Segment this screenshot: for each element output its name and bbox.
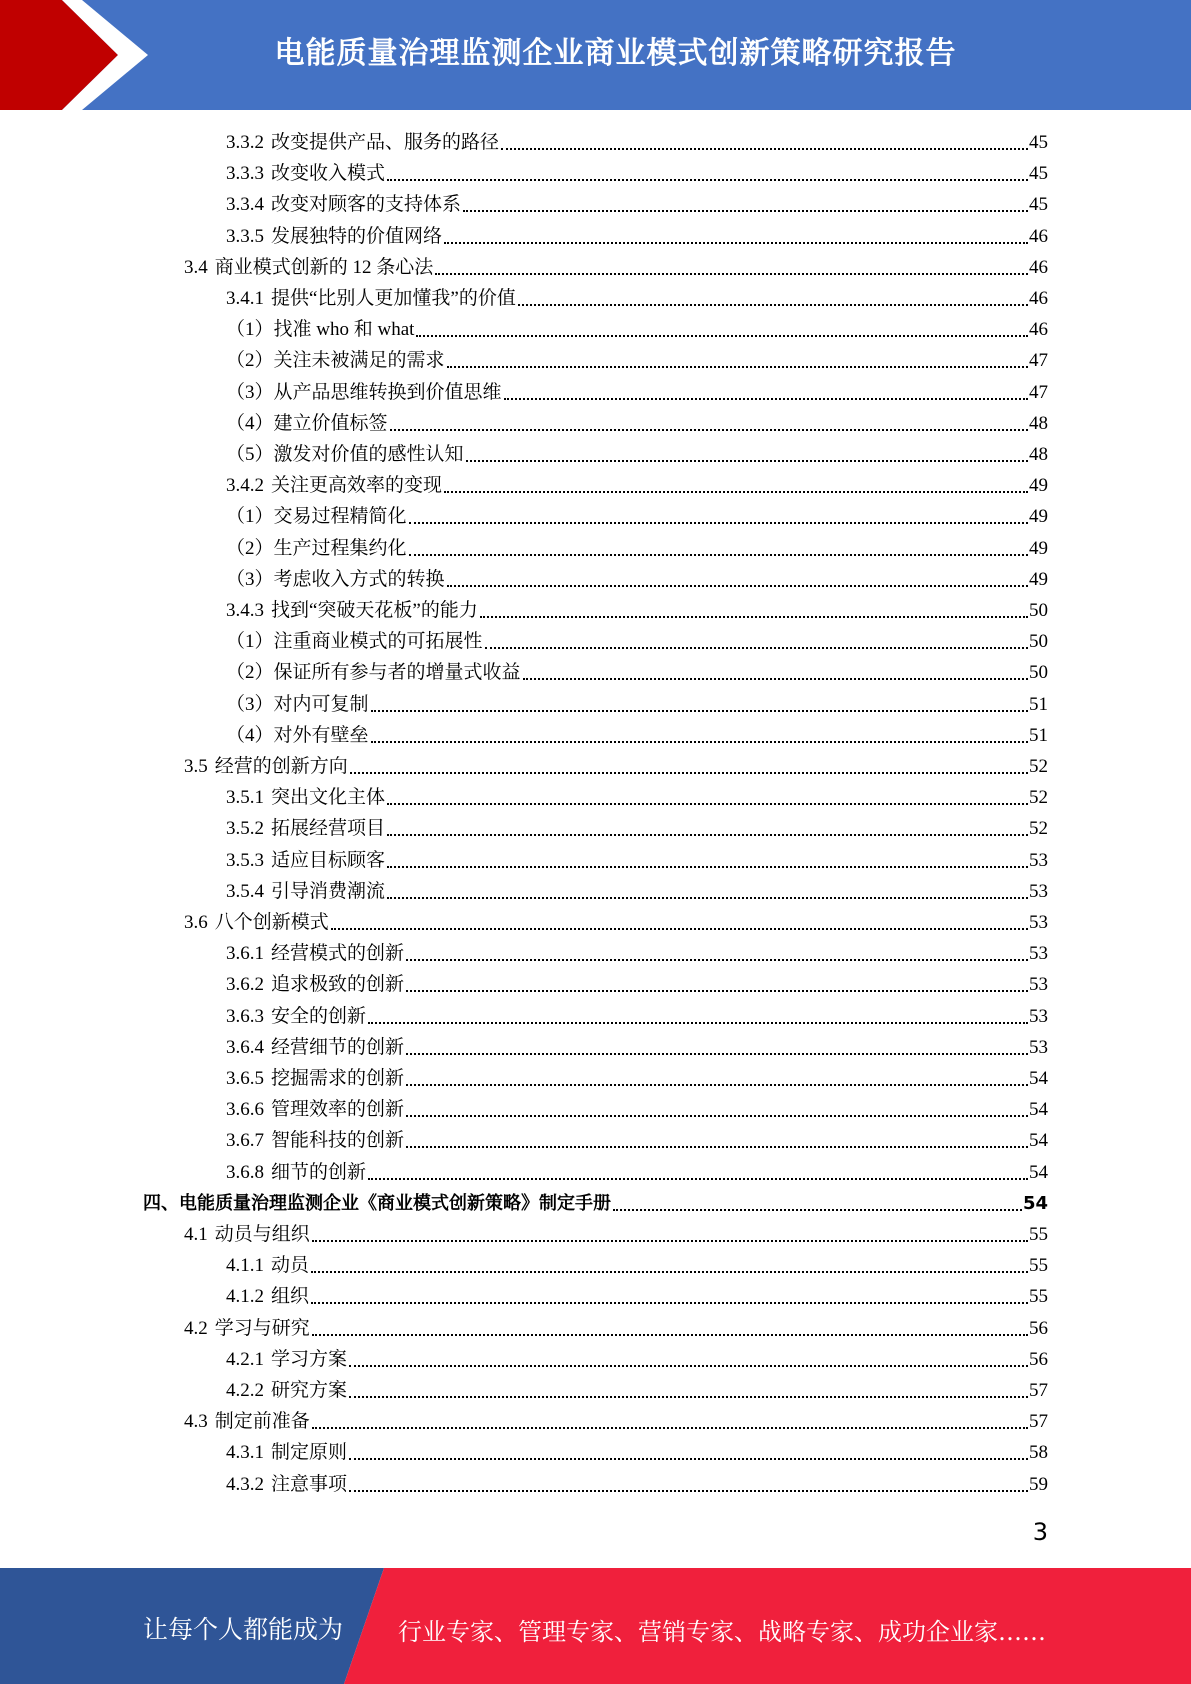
toc-dot-leader — [387, 834, 1028, 836]
toc-dot-leader — [480, 616, 1028, 618]
toc-entry-number: 3.6.5 — [226, 1068, 264, 1089]
toc-entry-page: 54 — [1029, 1068, 1048, 1089]
toc-dot-leader — [447, 585, 1028, 587]
toc-entry-number: 4.3.1 — [226, 1442, 264, 1464]
toc-entry-page: 54 — [1029, 1099, 1048, 1121]
toc-entry-page: 47 — [1029, 350, 1048, 372]
toc-entry-title: 拓展经营项目 — [271, 818, 386, 840]
toc-entry-number: 3.6 — [184, 912, 208, 933]
toc-entry[interactable] — [226, 345, 1048, 376]
toc-entry-title: 研究方案 — [271, 1380, 348, 1401]
page-header — [0, 0, 1191, 110]
toc-dot-leader — [444, 491, 1028, 493]
toc-entry[interactable] — [226, 595, 1048, 626]
toc-entry-page: 49 — [1029, 475, 1048, 497]
toc-entry[interactable] — [226, 501, 1048, 532]
toc-entry-number: 3.5.3 — [226, 849, 264, 871]
toc-entry-page: 53 — [1029, 943, 1048, 965]
toc-entry-page: 49 — [1029, 568, 1048, 590]
toc-entry[interactable] — [226, 969, 1048, 1000]
toc-entry[interactable] — [184, 1219, 1048, 1250]
toc-entry-number: 4.3 — [184, 1411, 208, 1433]
toc-dot-leader — [406, 1115, 1028, 1117]
toc-entry-page: 52 — [1029, 818, 1048, 840]
toc-entry-number: 3.3.3 — [226, 163, 264, 185]
toc-dot-leader — [368, 1178, 1028, 1180]
toc-entry[interactable] — [226, 408, 1048, 439]
toc-entry-page: 54 — [1029, 1130, 1048, 1152]
toc-dot-leader — [387, 866, 1028, 868]
toc-dot-leader — [387, 179, 1028, 181]
toc-dot-leader — [518, 304, 1028, 306]
toc-entry[interactable] — [226, 1281, 1048, 1312]
toc-entry[interactable] — [226, 158, 1048, 189]
toc-entry[interactable] — [226, 1094, 1048, 1125]
toc-dot-leader — [331, 928, 1028, 930]
toc-dot-leader — [435, 273, 1028, 275]
toc-entry-title: 商业模式创新的 12 条心法 — [214, 256, 434, 278]
toc-entry-number: 3.6.7 — [226, 1130, 264, 1152]
toc-entry-number: 3.5.2 — [226, 818, 264, 840]
toc-entry-page: 49 — [1029, 506, 1048, 528]
toc-dot-leader — [390, 429, 1028, 431]
toc-dot-leader — [523, 678, 1028, 680]
toc-entry-title: 经营的创新方向 — [214, 756, 348, 777]
toc-entry[interactable] — [226, 1344, 1048, 1375]
toc-entry-title: （4）建立价值标签 — [226, 412, 388, 434]
toc-dot-leader — [311, 1271, 1028, 1273]
toc-entry[interactable] — [226, 1437, 1048, 1468]
toc-dot-leader — [406, 990, 1028, 992]
toc-entry-number: 3.6.4 — [226, 1036, 264, 1058]
toc-entry-number: 3.6.6 — [226, 1099, 264, 1121]
toc-entry-title: 引导消费潮流 — [271, 880, 386, 902]
toc-entry-page: 47 — [1029, 381, 1048, 403]
toc-entry-page: 59 — [1029, 1473, 1048, 1495]
toc-entry-title: 改变提供产品、服务的路径 — [271, 132, 500, 153]
toc-dot-leader — [371, 741, 1028, 743]
toc-entry-number: 3.3.4 — [226, 194, 264, 216]
toc-entry-page: 55 — [1029, 1286, 1048, 1308]
toc-entry[interactable] — [184, 252, 1048, 283]
toc-entry[interactable] — [226, 626, 1048, 657]
toc-entry[interactable] — [226, 1375, 1048, 1406]
toc-dot-leader — [406, 1084, 1028, 1086]
toc-entry-title: （3）考虑收入方式的转换 — [226, 568, 445, 590]
toc-entry-page: 58 — [1029, 1442, 1048, 1464]
toc-entry-number: 4.2.1 — [226, 1348, 264, 1370]
footer-slogan-left: 让每个人都能成为 — [143, 1615, 344, 1644]
toc-entry[interactable] — [226, 377, 1048, 408]
toc-dot-leader — [447, 366, 1028, 368]
toc-entry[interactable] — [226, 1063, 1048, 1094]
toc-entry-title: 四、电能质量治理监测企业《商业模式创新策略》制定手册 — [143, 1192, 611, 1214]
toc-entry-title: 制定原则 — [271, 1442, 348, 1464]
toc-entry[interactable] — [226, 782, 1048, 813]
toc-entry-page: 45 — [1029, 163, 1048, 185]
toc-entry-number: 3.5.1 — [226, 787, 264, 809]
toc-entry-page: 46 — [1029, 225, 1048, 247]
toc-dot-leader — [350, 772, 1028, 774]
toc-entry-number: 3.6.1 — [226, 943, 264, 965]
toc-dot-leader — [504, 398, 1028, 400]
toc-entry[interactable] — [184, 1406, 1048, 1437]
toc-entry[interactable] — [226, 938, 1048, 969]
toc-dot-leader — [416, 335, 1028, 337]
toc-entry-page: 46 — [1029, 288, 1048, 309]
toc-entry-number: 3.3.5 — [226, 225, 264, 247]
toc-entry-page: 54 — [1022, 1192, 1048, 1214]
toc-entry[interactable] — [226, 564, 1048, 595]
toc-entry-title: 管理效率的创新 — [271, 1099, 405, 1121]
toc-entry-title: 挖掘需求的创新 — [271, 1068, 405, 1089]
toc-dot-leader — [463, 210, 1028, 212]
toc-entry-page: 55 — [1029, 1255, 1048, 1277]
toc-entry[interactable] — [226, 1032, 1048, 1063]
toc-entry-number: 3.6.8 — [226, 1161, 264, 1183]
toc-entry[interactable] — [226, 813, 1048, 844]
toc-entry-title: 找到“突破天花板”的能力 — [271, 600, 478, 621]
toc-dot-leader — [312, 1334, 1028, 1336]
toc-entry[interactable] — [226, 689, 1048, 720]
toc-dot-leader — [349, 1396, 1028, 1398]
toc-entry-page: 54 — [1029, 1161, 1048, 1183]
toc-entry[interactable] — [226, 221, 1048, 252]
toc-entry-number: 3.4.2 — [226, 475, 264, 497]
toc-entry-page: 52 — [1029, 787, 1048, 809]
toc-entry-title: 追求极致的创新 — [271, 974, 405, 996]
toc-entry-number: 3.5 — [184, 756, 208, 777]
toc-entry-page: 45 — [1029, 132, 1048, 153]
toc-entry-page: 50 — [1029, 600, 1048, 621]
toc-entry[interactable] — [226, 1469, 1048, 1500]
toc-entry-title: 突出文化主体 — [271, 787, 386, 809]
toc-entry[interactable] — [226, 657, 1048, 688]
toc-entry-page: 53 — [1029, 1036, 1048, 1058]
toc-entry[interactable] — [226, 189, 1048, 220]
toc-entry-page: 57 — [1029, 1380, 1048, 1401]
toc-dot-leader — [613, 1209, 1022, 1211]
toc-entry-title: 发展独特的价值网络 — [271, 225, 443, 247]
toc-entry-page: 50 — [1029, 662, 1048, 684]
toc-entry-number: 3.6.2 — [226, 974, 264, 996]
toc-dot-leader — [466, 460, 1028, 462]
toc-entry-title: （1）交易过程精简化 — [226, 506, 407, 528]
toc-dot-leader — [311, 1302, 1028, 1304]
toc-entry-page: 56 — [1029, 1317, 1048, 1339]
toc-dot-leader — [349, 1365, 1028, 1367]
toc-entry[interactable] — [226, 1001, 1048, 1032]
toc-entry-title: （2）保证所有参与者的增量式收益 — [226, 662, 521, 684]
toc-entry-title: （1）找准 who 和 what — [226, 319, 415, 341]
toc-entry-number: 3.3.2 — [226, 132, 264, 153]
toc-entry-title: （2）关注未被满足的需求 — [226, 350, 445, 372]
toc-entry-page: 53 — [1029, 849, 1048, 871]
toc-entry-title: 制定前准备 — [214, 1411, 310, 1433]
toc-entry-page: 55 — [1029, 1224, 1048, 1245]
toc-dot-leader — [406, 1146, 1028, 1148]
toc-dot-leader — [485, 647, 1028, 649]
toc-entry-page: 49 — [1029, 537, 1048, 559]
toc-entry-title: 八个创新模式 — [214, 912, 329, 933]
toc-entry-page: 48 — [1029, 444, 1048, 465]
toc-entry-page: 56 — [1029, 1348, 1048, 1370]
toc-entry[interactable] — [226, 1157, 1048, 1188]
toc-entry[interactable] — [226, 439, 1048, 470]
toc-dot-leader — [387, 897, 1028, 899]
toc-entry[interactable] — [143, 1188, 1048, 1219]
toc-dot-leader — [409, 522, 1028, 524]
toc-entry-page: 51 — [1029, 724, 1048, 746]
toc-entry[interactable] — [226, 470, 1048, 501]
toc-entry-number: 4.2.2 — [226, 1380, 264, 1401]
toc-dot-leader — [349, 1458, 1028, 1460]
page-number: 3 — [1032, 1518, 1048, 1546]
toc-entry[interactable] — [226, 876, 1048, 907]
toc-entry-title: 组织 — [271, 1286, 310, 1308]
toc-entry-title: 细节的创新 — [271, 1161, 367, 1183]
toc-entry-number: 4.3.2 — [226, 1473, 264, 1495]
toc-entry-title: 改变对顾客的支持体系 — [271, 194, 462, 216]
toc-dot-leader — [406, 959, 1028, 961]
toc-entry-page: 51 — [1029, 693, 1048, 715]
toc-entry-title: 关注更高效率的变现 — [271, 475, 443, 497]
toc-entry-title: 学习与研究 — [214, 1317, 310, 1339]
toc-entry[interactable] — [184, 907, 1048, 938]
toc-entry[interactable] — [226, 314, 1048, 345]
toc-entry-number: 3.4.3 — [226, 600, 264, 621]
toc-entry-number: 4.2 — [184, 1317, 208, 1339]
toc-entry-page: 53 — [1029, 880, 1048, 902]
toc-entry[interactable] — [226, 1250, 1048, 1281]
toc-entry-page: 53 — [1029, 974, 1048, 996]
toc-entry-title: 适应目标顾客 — [271, 849, 386, 871]
toc-entry[interactable] — [184, 751, 1048, 782]
toc-entry-page: 53 — [1029, 912, 1048, 933]
toc-entry-title: （2）生产过程集约化 — [226, 537, 407, 559]
page-footer — [0, 1568, 1191, 1684]
toc-entry-number: 4.1.2 — [226, 1286, 264, 1308]
toc-entry[interactable] — [226, 720, 1048, 751]
toc-dot-leader — [371, 710, 1028, 712]
toc-entry-number: 3.5.4 — [226, 880, 264, 902]
document-title: 电能质量治理监测企业商业模式创新策略研究报告 — [274, 36, 957, 71]
toc-entry-page: 48 — [1029, 412, 1048, 434]
toc-entry-number: 4.1.1 — [226, 1255, 264, 1277]
toc-entry-title: 注意事项 — [271, 1473, 348, 1495]
toc-entry[interactable] — [226, 283, 1048, 314]
toc-entry-title: （4）对外有壁垒 — [226, 724, 369, 746]
toc-entry[interactable] — [226, 1125, 1048, 1156]
toc-entry-number: 4.1 — [184, 1224, 208, 1245]
toc-entry-page: 53 — [1029, 1005, 1048, 1027]
toc-entry-title: 学习方案 — [271, 1348, 348, 1370]
toc-dot-leader — [368, 1022, 1028, 1024]
toc-dot-leader — [387, 803, 1028, 805]
toc-entry-number: 3.6.3 — [226, 1005, 264, 1027]
toc-entry-page: 52 — [1029, 756, 1048, 777]
toc-entry[interactable] — [226, 533, 1048, 564]
toc-entry-page: 50 — [1029, 631, 1048, 653]
toc-entry-title: 改变收入模式 — [271, 163, 386, 185]
toc-dot-leader — [312, 1240, 1028, 1242]
toc-entry-page: 46 — [1029, 256, 1048, 278]
toc-dot-leader — [406, 1053, 1028, 1055]
toc-entry-page: 45 — [1029, 194, 1048, 216]
toc-entry-title: （1）注重商业模式的可拓展性 — [226, 631, 483, 653]
toc-entry-title: 提供“比别人更加懂我”的价值 — [271, 288, 516, 309]
toc-entry-number: 3.4.1 — [226, 288, 264, 309]
toc-entry[interactable] — [226, 127, 1048, 158]
toc-entry[interactable] — [184, 1313, 1048, 1344]
toc-entry-title: （5）激发对价值的感性认知 — [226, 444, 464, 465]
toc-entry-page: 46 — [1029, 319, 1048, 341]
toc-entry-title: 动员 — [271, 1255, 310, 1277]
toc-dot-leader — [312, 1427, 1028, 1429]
toc-entry-number: 3.4 — [184, 256, 208, 278]
toc-entry-title: 安全的创新 — [271, 1005, 367, 1027]
toc-entry-title: 经营模式的创新 — [271, 943, 405, 965]
toc-entry-title: （3）从产品思维转换到价值思维 — [226, 381, 502, 403]
toc-entry-title: 经营细节的创新 — [271, 1036, 405, 1058]
toc-entry-title: 动员与组织 — [214, 1224, 310, 1245]
footer-slogan-right: 行业专家、管理专家、营销专家、战略专家、成功企业家…… — [398, 1618, 1046, 1646]
toc-dot-leader — [409, 554, 1028, 556]
toc-dot-leader — [349, 1490, 1028, 1492]
toc-dot-leader — [501, 148, 1028, 150]
toc-entry-title: （3）对内可复制 — [226, 693, 369, 715]
toc-entry[interactable] — [226, 845, 1048, 876]
toc-entry-page: 57 — [1029, 1411, 1048, 1433]
toc-entry-title: 智能科技的创新 — [271, 1130, 405, 1152]
toc-dot-leader — [444, 242, 1028, 244]
